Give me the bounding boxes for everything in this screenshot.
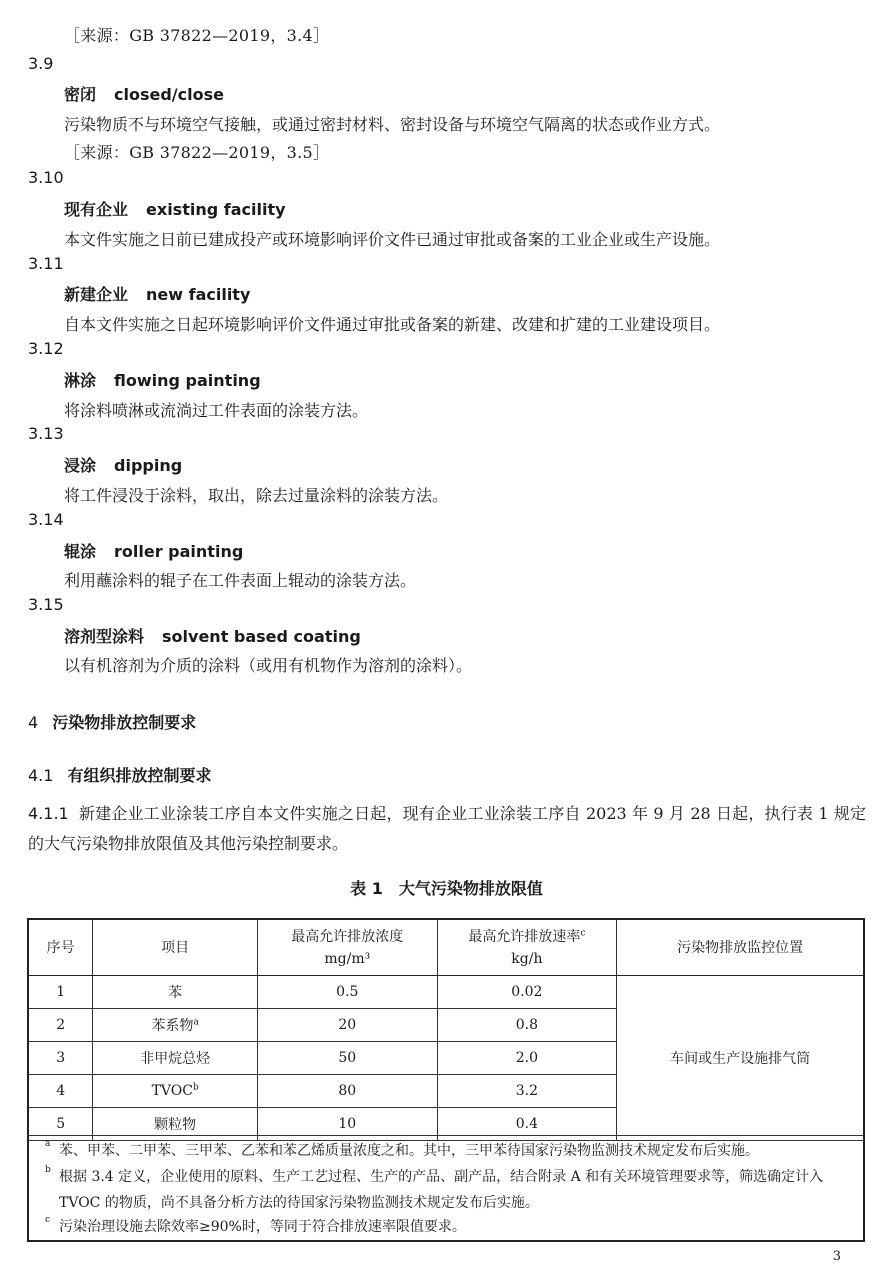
- header-concentration: [258, 919, 438, 976]
- subsection-title: 有组织排放控制要求: [67, 766, 212, 785]
- cell-rate: 0.4: [437, 1108, 617, 1141]
- clause-paragraph: [28, 799, 866, 859]
- cell-seq: 3: [28, 1042, 93, 1075]
- item-name: TVOC: [151, 1083, 193, 1099]
- cell-concentration: 20: [258, 1009, 438, 1042]
- cell-concentration: 50: [258, 1042, 438, 1075]
- term-zh: 密闭: [64, 85, 97, 104]
- term-definition: 自本文件实施之日起环境影响评价文件通过审批或备案的新建、改建和扩建的工业建设项目。: [64, 315, 721, 334]
- header-concentration-unit: mg/m³: [324, 950, 371, 967]
- term-zh: 现有企业: [64, 200, 129, 219]
- header-rate-unit: kg/h: [511, 950, 543, 967]
- header-rate: [437, 919, 617, 976]
- term-en: dipping: [114, 456, 183, 475]
- term-definition: 本文件实施之日前已建成投产或环境影响评价文件已通过审批或备案的工业企业或生产设施。: [64, 230, 721, 249]
- term-en: existing facility: [146, 200, 286, 219]
- cell-seq: 1: [28, 976, 93, 1009]
- clause-number: 3.14: [28, 510, 64, 529]
- table-row: [28, 976, 864, 1009]
- table-note: a 苯、甲苯、二甲苯、三甲苯、乙苯和苯乙烯质量浓度之和。其中，三甲苯待国家污染物监测技术规定发布后实施。: [45, 1139, 759, 1159]
- table-note: b 根据 3.4 定义，企业使用的原料、生产工艺过程、生产的产品、副产品，结合附录 A 和有关环境管理要求等，筛选确定计入 TVOC 的物质，尚不具备分析方法的待国家污染物监测技术规定发布后实施。: [45, 1165, 824, 1211]
- section-number: 4: [28, 713, 39, 732]
- term-heading: [64, 539, 243, 562]
- table-caption: [0, 876, 893, 899]
- clause-number: 4.1.1: [28, 804, 69, 823]
- cell-item: [93, 976, 258, 1009]
- note-text: 根据 3.4 定义，企业使用的原料、生产工艺过程、生产的产品、副产品，结合附录 A 和有关环境管理要求等，筛选确定计入 TVOC 的物质，尚不具备分析方法的待国家污染物监测技术规定发布后实施。: [59, 1169, 824, 1211]
- term-en: new facility: [146, 285, 251, 304]
- term-en: closed/close: [114, 85, 224, 104]
- header-location: 污染物排放监控位置: [617, 919, 864, 976]
- item-name: 非甲烷总烃: [140, 1051, 211, 1067]
- term-en: flowing painting: [114, 371, 261, 390]
- cell-concentration: 0.5: [258, 976, 438, 1009]
- clause-number: 3.11: [28, 254, 64, 273]
- clause-number: 3.12: [28, 339, 64, 358]
- note-text: 苯、甲苯、二甲苯、三甲苯、乙苯和苯乙烯质量浓度之和。其中，三甲苯待国家污染物监测技术规定发布后实施。: [59, 1143, 759, 1159]
- term-heading: [64, 197, 286, 220]
- subsection-heading: [28, 763, 211, 786]
- cell-rate: 0.02: [437, 976, 617, 1009]
- table-title: 大气污染物排放限值: [398, 879, 543, 898]
- header-seq: 序号: [28, 919, 93, 976]
- cell-item: [93, 1075, 258, 1108]
- page-number: 3: [832, 1249, 841, 1264]
- term-definition: 污染物质不与环境空气接触，或通过密封材料、密封设备与环境空气隔离的状态或作业方式。: [64, 115, 721, 134]
- term-en: solvent based coating: [162, 627, 361, 646]
- term-zh: 浸涂: [64, 456, 97, 475]
- term-heading: [64, 282, 250, 305]
- term-zh: 新建企业: [64, 285, 129, 304]
- cell-concentration: 10: [258, 1108, 438, 1141]
- term-definition: 将工件浸没于涂料，取出，除去过量涂料的涂装方法。: [64, 486, 449, 505]
- header-rate-label: 最高允许排放速率: [468, 928, 581, 945]
- term-definition: 利用蘸涂料的辊子在工件表面上辊动的涂装方法。: [64, 571, 417, 590]
- term-heading: [64, 368, 261, 391]
- footnote-mark: b: [192, 1082, 199, 1093]
- cell-item: [93, 1042, 258, 1075]
- clause-number: 3.15: [28, 595, 64, 614]
- item-name: 颗粒物: [154, 1117, 197, 1133]
- cell-rate: 0.8: [437, 1009, 617, 1042]
- cell-rate: 3.2: [437, 1075, 617, 1108]
- table-number: 表 1: [350, 879, 383, 898]
- term-zh: 辊涂: [64, 542, 97, 561]
- table-header-row: [28, 919, 864, 976]
- emission-limits-table: [27, 918, 865, 1141]
- table-notes: [27, 1135, 865, 1242]
- cell-seq: 2: [28, 1009, 93, 1042]
- clause-number: 3.13: [28, 424, 64, 443]
- term-zh: 溶剂型涂料: [64, 627, 145, 646]
- section-heading: [28, 710, 196, 733]
- footnote-mark: c: [580, 927, 586, 938]
- header-item: 项目: [93, 919, 258, 976]
- subsection-number: 4.1: [28, 766, 54, 785]
- term-heading: [64, 453, 182, 476]
- header-concentration-label: 最高允许排放浓度: [291, 928, 404, 945]
- term-heading: [64, 82, 224, 105]
- table-note: c 污染治理设施去除效率≥90%时，等同于符合排放速率限值要求。: [45, 1215, 466, 1235]
- cell-concentration: 80: [258, 1075, 438, 1108]
- item-name: 苯系物: [151, 1018, 194, 1034]
- footnote-mark: a: [193, 1017, 199, 1028]
- clause-number: 3.9: [28, 54, 54, 73]
- term-definition: 以有机溶剂为介质的涂料（或用有机物作为溶剂的涂料）。: [64, 656, 473, 675]
- term-zh: 淋涂: [64, 371, 97, 390]
- term-en: roller painting: [114, 542, 244, 561]
- cell-item: [93, 1009, 258, 1042]
- note-text: 污染治理设施去除效率≥90%时，等同于符合排放速率限值要求。: [59, 1219, 466, 1235]
- term-definition: 将涂料喷淋或流淌过工件表面的涂装方法。: [64, 401, 369, 420]
- clause-number: 3.10: [28, 168, 64, 187]
- term-heading: [64, 624, 361, 647]
- item-name: 苯: [168, 985, 183, 1001]
- cell-seq: 5: [28, 1108, 93, 1141]
- cell-seq: 4: [28, 1075, 93, 1108]
- cell-location: 车间或生产设施排气筒: [617, 976, 864, 1141]
- source-citation: ［来源：GB 37822—2019，3.4］: [64, 26, 330, 45]
- clause-text: 新建企业工业涂装工序自本文件实施之日起，现有企业工业涂装工序自 2023 年 9 月 28 日起，执行表 1 规定的大气污染物排放限值及其他污染控制要求。: [28, 804, 866, 853]
- source-citation: ［来源：GB 37822—2019，3.5］: [64, 143, 330, 162]
- cell-rate: 2.0: [437, 1042, 617, 1075]
- section-title: 污染物排放控制要求: [52, 713, 197, 732]
